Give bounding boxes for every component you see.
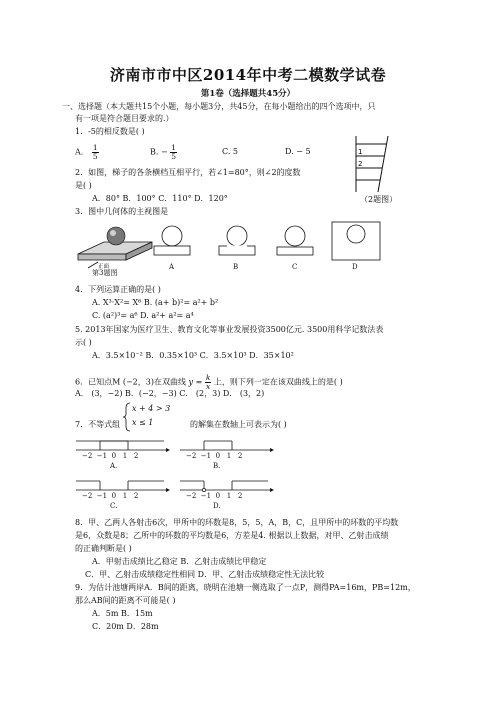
q2-line-1: 2．如图，梯子的各条横档互相平行，若∠1=80°，则∠2的度数 [75,168,301,177]
q4-stem: 4．下列运算正确的是( ) [75,285,161,294]
exam-title: 济南市市中区2014年中考二模数学试卷 [109,66,387,84]
q3-figure-label: 第3题图 [92,269,118,277]
tick-label: −1 [200,452,212,460]
q3-view-c [275,222,315,258]
q5-line-1: 5. 2013年国家为医疗卫生、教育文化等事业发展投资3500亿元. 3500用科学记数法表 [75,325,384,334]
q3-stem: 3．图中几何体的主视图是 [75,207,169,216]
q2-figure-label: （2题图） [360,195,398,204]
tick-label: −2 [186,492,197,500]
q4-options-row-1: A. X³·X²= X⁶ B. (a+ b)²= a²+ b² [92,298,219,307]
tick-label: 2 [237,492,243,500]
q9-options-row-2: C．20m D．28m [92,622,159,631]
q3-option-b-label: B [233,263,239,271]
q7-inequality-2: x ≤ 1 [132,418,154,427]
q7-option-b-label: B. [213,462,221,470]
ladder-figure [348,134,398,194]
front-label: 正面 [98,264,110,270]
q4-options-row-2: C. (a²)³= a⁶ D. a²+ a²= a⁴ [92,311,194,320]
q8-options-row-2: C．甲、乙射击成绩稳定性相同 D．甲、乙射击成绩稳定性无法比较 [85,570,325,579]
tick-label: −2 [82,492,93,500]
q6-stem: 6．已知点M (−2，3)在双曲线 y = $\frac{k}{x}$ 上，则下列一定在该双曲线上的是( ) [75,373,343,391]
q8-line-2: 是6，众数是8；乙所中的环数的平均数是6，方差是4. 根据以上数据，对甲、乙射击成绩 [75,531,389,540]
q9-options-row-1: A．5m B．15m [92,609,153,618]
q6-options: A． (3，−2) B．(−2，−3) C． (2，3) D． (3，2) [75,389,265,398]
q2-line-2: 是( ) [75,181,92,190]
q8-line-1: 8．甲、乙两人各射击6次，甲所中的环数是8，5，5，A，B，C，且甲所中的环数的平均数 [75,518,399,527]
tick-label: 0 [215,452,221,460]
tick-label: 2 [237,452,243,460]
q7-stem-pre: 7．不等式组 [75,420,121,429]
q5-options: A．3.5×10⁻² B．0.35×10³ C．3.5×10³ D．35×10² [92,351,294,360]
tick-label: 1 [226,492,232,500]
q7-option-c-label: C. [110,502,118,510]
section-subtitle: 第1卷（选择题共45分） [200,89,296,99]
q3-option-c-label: C [292,263,298,271]
q7-stem-post: 的解集在数轴上可表示为( ) [190,420,287,429]
tick-label: −2 [82,452,93,460]
q3-view-a [152,222,192,258]
q1-fraction-a: $\frac{1}{5}$ [92,143,98,161]
q1-option-c: C. 5 [222,147,239,156]
q7-inequality-1: x + 4 > 3 [132,404,171,413]
instructions-line-2: 有一项是符合题目要求的.） [75,114,174,123]
tick-label: 1 [122,452,128,460]
angle-2-label: 2 [358,160,363,168]
q1-stem: 1．-5的相反数是( ) [75,127,145,136]
q1-fraction-b: $\frac{1}{5}$ [171,143,176,161]
q3-view-d [330,220,382,262]
tick-label: 1 [226,452,232,460]
q3-option-d-label: D [352,263,358,271]
q9-line-1: 9．为估计池塘两岸A．B间的距离，晓明在池塘一侧选取了一点P，测得PA=16m，PB=12m， [75,583,416,592]
q7-option-a-label: A. [110,462,118,470]
q8-line-3: 的正确判断是( ) [75,544,132,553]
q9-line-2: 那么AB间的距离不可能是( ) [75,596,176,605]
tick-label: 2 [133,452,139,460]
q2-options: A．80° B．100° C．110° D．120° [92,194,228,203]
tick-label: −2 [186,452,197,460]
tick-label: 2 [133,492,139,500]
angle-1-label: 1 [358,148,363,156]
tick-label: −1 [200,492,212,500]
tick-label: 0 [111,452,117,460]
tick-label: −1 [96,452,108,460]
q3-view-b [217,222,257,258]
q1-option-d: D. − 5 [285,147,311,156]
q8-options-row-1: A．甲射击成绩比乙稳定 B．乙射击成绩比甲稳定 [92,557,267,566]
q7-system-brace [123,402,131,432]
instructions-line-1: 一、选择题（本大题共15个小题，每小题3分，共45分，在每小题给出的四个选项中，只 [62,102,376,111]
q6-hyperbola-fraction: $\frac{k}{x}$ [205,373,211,391]
q7-option-d-label: D. [213,502,221,510]
tick-label: 0 [111,492,117,500]
q1-option-a: A. $\frac{1}{5}$ [75,143,98,161]
tick-label: −1 [96,492,108,500]
tick-label: 1 [122,492,128,500]
q3-option-a-label: A [169,263,175,271]
q5-line-2: 示( ) [75,338,92,347]
tick-label: 0 [215,492,221,500]
q1-option-b: B. − $\frac{1}{5}$ [150,143,176,161]
